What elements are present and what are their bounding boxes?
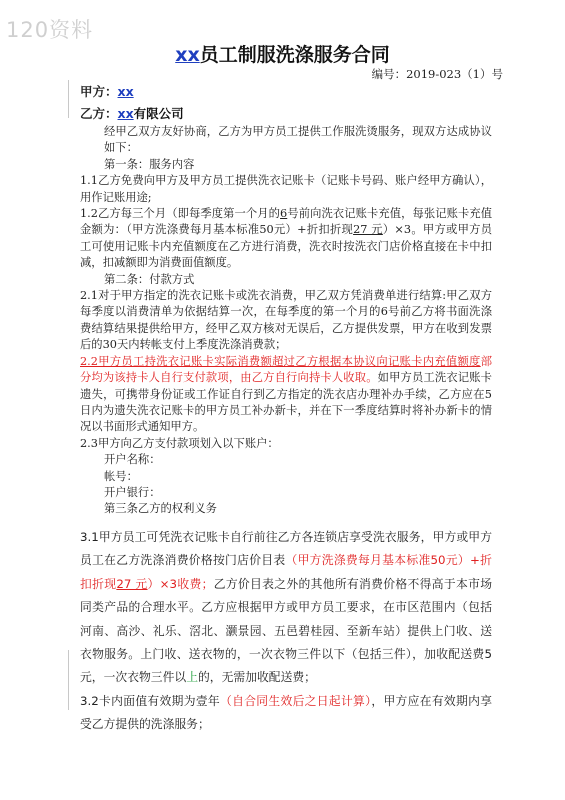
contract-body-section-3: [80, 526, 492, 737]
account-number: 帐号：: [104, 469, 138, 483]
party-b-suffix: 有限公司: [133, 106, 184, 121]
article-3-heading: 第三条乙方的权利义务: [104, 502, 217, 516]
watermark: 120资料: [6, 18, 94, 42]
left-margin-line-2: [68, 650, 69, 710]
clause-2-2: 2.2甲方员工持洗衣记账卡实际消费额超过乙方根据本协议向记账卡内充值额度部分均为该持卡人自行支付款项，由乙方自行向持卡人收取。如甲方员工洗衣记账卡遗失，可携带身份证或工作证自行到乙方指定的洗衣店办理补办手续，乙方应在5日内为遗失洗衣记账卡的甲方员工补办新卡，并在下一季度结算时将补办新卡的情况以书面形式通知甲方。: [80, 354, 492, 434]
party-b-value: xx: [117, 106, 134, 121]
contract-body-section-1-2: [80, 124, 492, 518]
document-number: 编号：2019-023（1）号: [371, 67, 503, 81]
clause-1-1: 1.1乙方免费向甲方及甲方员工提供洗衣记账卡（记账卡号码、账户经甲方确认），用作记账用途;: [80, 174, 492, 204]
title-main: 员工制服洗涤服务合同: [199, 44, 390, 66]
party-b-label: 乙方：: [80, 106, 118, 121]
clause-3-1: 3.1甲方员工可凭洗衣记账卡自行前往乙方各连锁店享受洗衣服务，甲方或甲方员工在乙方洗涤消费价格按门店价目表（甲方洗涤费每月基本标准50元）+折扣折现27 元）×3收费；乙方价目表之外的其他所有消费价格不得高于本市场同类产品的合理水平。乙方应根据甲方或甲方员工要求，在市区范围内（包括河南、高沙、礼乐、滘北、灏景园、五邑碧桂园、至新车站）提供上门收、送衣物服务。上门收、送衣物的，一次衣物三件以下（包括三件），加收配送费5元，一次衣物三件以上的，无需加收配送费；: [80, 530, 492, 685]
clause-2-2-highlight: 2.2甲方员工持洗衣记账卡实际消费额超过乙方根据本协议向记账卡内充值额度: [80, 354, 481, 368]
clause-3-2: 3.2卡内面值有效期为壹年（自合同生效后之日起计算），甲方应在有效期内享受乙方提供的洗涤服务；: [80, 693, 492, 732]
party-a: [80, 82, 134, 100]
account-name: 开户名称：: [104, 453, 161, 467]
party-a-value: xx: [117, 84, 134, 99]
clause-2-1: 2.1对于甲方指定的洗衣记账卡或洗衣消费，甲乙双方凭消费单进行结算:甲乙双方每季度以消费清单为依据结算一次，在每季度的第一个月的6号前乙方将书面洗涤费结算结果提供给甲方，经甲乙双方核对无误后，乙方提供发票，甲方在收到发票后的30天内转帐支付上季度洗涤消费款；: [80, 289, 492, 352]
title-prefix: xx: [175, 44, 200, 66]
article-2-heading: 第二条：付款方式: [104, 272, 195, 286]
clause-2-3: 2.3甲方向乙方支付款项划入以下账户：: [80, 436, 279, 450]
clause-1-2: 1.2乙方每三个月（即每季度第一个月的6号前向洗衣记账卡充值，每张记账卡充值金额为：（甲方洗涤费每月基本标准50元）+折扣折现27 元）×3。甲方或甲方员工可使用记账卡内充值额度在乙方进行消费，洗衣时按洗衣门店价格直接在卡中扣减，扣减额即为消费面值额度。: [80, 207, 492, 270]
intro-paragraph: 经甲乙双方友好协商，乙方为甲方员工提供工作服洗烫服务，现双方达成协议如下：: [104, 125, 492, 155]
party-a-label: 甲方：: [80, 84, 118, 99]
page-title: [0, 40, 565, 67]
article-1-heading: 第一条：服务内容: [104, 157, 195, 171]
party-b: [80, 104, 184, 122]
left-margin-line: [68, 80, 69, 118]
account-bank: 开户银行：: [104, 485, 161, 499]
